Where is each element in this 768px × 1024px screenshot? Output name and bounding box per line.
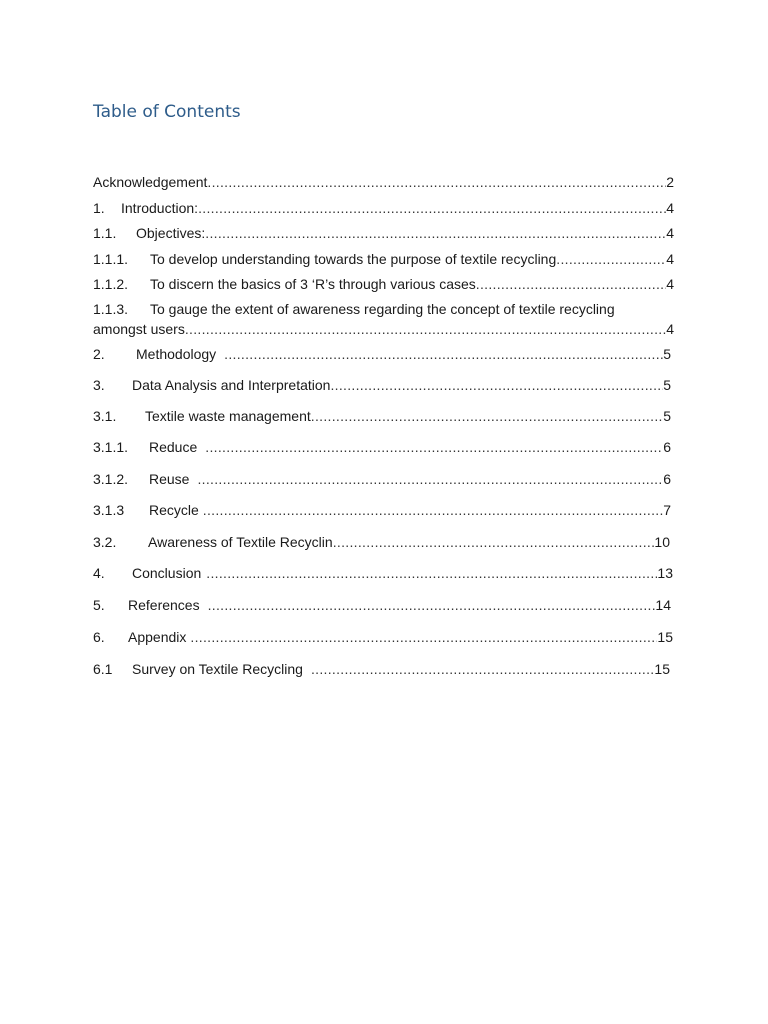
toc-page-number: 7 (663, 502, 671, 518)
toc-entry-introduction[interactable] (93, 198, 674, 218)
toc-entry-number: 3.2. (93, 534, 117, 550)
toc-leader (224, 344, 663, 364)
toc-entry-objective-3[interactable] (93, 299, 674, 319)
toc-entry-number: 3.1.3 (93, 502, 125, 518)
toc-entry-objectives[interactable] (93, 223, 674, 243)
toc-entry-number: 3. (93, 377, 105, 393)
toc-page-number: 4 (666, 276, 674, 292)
toc-page-number: 4 (666, 321, 674, 337)
toc-entry-references[interactable] (93, 595, 671, 615)
toc-leader (311, 659, 654, 679)
toc-leader (476, 274, 666, 294)
toc-leader (197, 469, 663, 489)
toc-page-number: 6 (663, 471, 671, 487)
toc-page-number: 5 (663, 377, 671, 393)
toc-entry-number: 1.1.2. (93, 276, 129, 292)
toc-entry-number: 2. (93, 346, 105, 362)
toc-entry-label: Conclusion (132, 565, 202, 581)
toc-page-number: 4 (666, 200, 674, 216)
toc-entry-number: 6. (93, 629, 105, 645)
toc-entry-number: 1. (93, 200, 105, 216)
toc-entry-number: 5. (93, 597, 105, 613)
toc-entry-label: To discern the basics of 3 ‘R’s through various cases (150, 276, 476, 292)
toc-page-number: 5 (663, 346, 671, 362)
toc-leader (205, 437, 663, 457)
toc-entry-reuse[interactable] (93, 469, 671, 489)
toc-entry-objective-2[interactable] (93, 274, 674, 294)
toc-entry-number: 1.1.1. (93, 251, 129, 267)
toc-entry-objective-1[interactable] (93, 249, 674, 269)
toc-entry-label: Methodology (136, 346, 217, 362)
toc-entry-number: 1.1. (93, 225, 117, 241)
toc-entry-number: 1.1.3. (93, 301, 129, 317)
toc-entry-recycle[interactable] (93, 500, 671, 520)
toc-page-number: 6 (663, 439, 671, 455)
toc-leader (330, 375, 663, 395)
toc-page-number: 15 (657, 629, 673, 645)
toc-entry-label: Recycle (149, 502, 199, 518)
toc-leader (311, 406, 663, 426)
toc-entry-survey[interactable] (93, 659, 670, 679)
toc-entry-label: Reuse (149, 471, 190, 487)
toc-page-number: 5 (663, 408, 671, 424)
toc-page-number: 15 (654, 661, 670, 677)
toc-entry-methodology[interactable] (93, 344, 671, 364)
toc-page-number: 2 (666, 174, 674, 190)
toc-page-number: 4 (666, 251, 674, 267)
toc-leader (203, 500, 663, 520)
toc-entry-label: To develop understanding towards the purpose of textile recycling (150, 251, 557, 267)
toc-page-number: 14 (655, 597, 671, 613)
toc-entry-label: Introduction: (121, 200, 199, 216)
toc-page-number: 4 (666, 225, 674, 241)
toc-leader (556, 249, 666, 269)
toc-leader (333, 532, 655, 552)
toc-entry-number: 3.1.2. (93, 471, 129, 487)
toc-entry-label: To gauge the extent of awareness regarding the concept of textile recycling (150, 301, 615, 317)
toc-entry-label: Textile waste management (145, 408, 311, 424)
toc-leader (185, 319, 666, 339)
toc-entry-acknowledgement[interactable] (93, 172, 674, 192)
toc-leader (205, 223, 666, 243)
toc-page-number: 10 (654, 534, 670, 550)
toc-entry-label: Appendix (128, 629, 187, 645)
toc-entry-reduce[interactable] (93, 437, 671, 457)
toc-entry-number: 4. (93, 565, 105, 581)
toc-entry-label: Reduce (149, 439, 198, 455)
toc-entry-awareness[interactable] (93, 532, 670, 552)
toc-entry-appendix[interactable] (93, 627, 673, 647)
toc-entry-objective-3-continued[interactable] (93, 319, 674, 339)
toc-entry-textile-waste-management[interactable] (93, 406, 671, 426)
toc-entry-conclusion[interactable] (93, 563, 673, 583)
toc-title: Table of Contents (93, 102, 241, 122)
toc-entry-data-analysis[interactable] (93, 375, 671, 395)
toc-entry-label: References (128, 597, 200, 613)
toc-leader (207, 172, 666, 192)
toc-entry-label: Acknowledgement (93, 174, 208, 190)
toc-entry-label: Objectives: (136, 225, 206, 241)
toc-entry-label-continued: amongst users (93, 321, 185, 337)
toc-entry-label: Awareness of Textile Recyclin (148, 534, 333, 550)
toc-entry-number: 3.1.1. (93, 439, 129, 455)
toc-leader (190, 627, 657, 647)
toc-leader (208, 595, 656, 615)
toc-entry-label: Data Analysis and Interpretation (132, 377, 331, 393)
toc-entry-label: Survey on Textile Recycling (132, 661, 303, 677)
toc-entry-number: 3.1. (93, 408, 117, 424)
toc-page-number: 13 (657, 565, 673, 581)
toc-leader (206, 563, 657, 583)
toc-entry-number: 6.1 (93, 661, 113, 677)
toc-leader (198, 198, 666, 218)
